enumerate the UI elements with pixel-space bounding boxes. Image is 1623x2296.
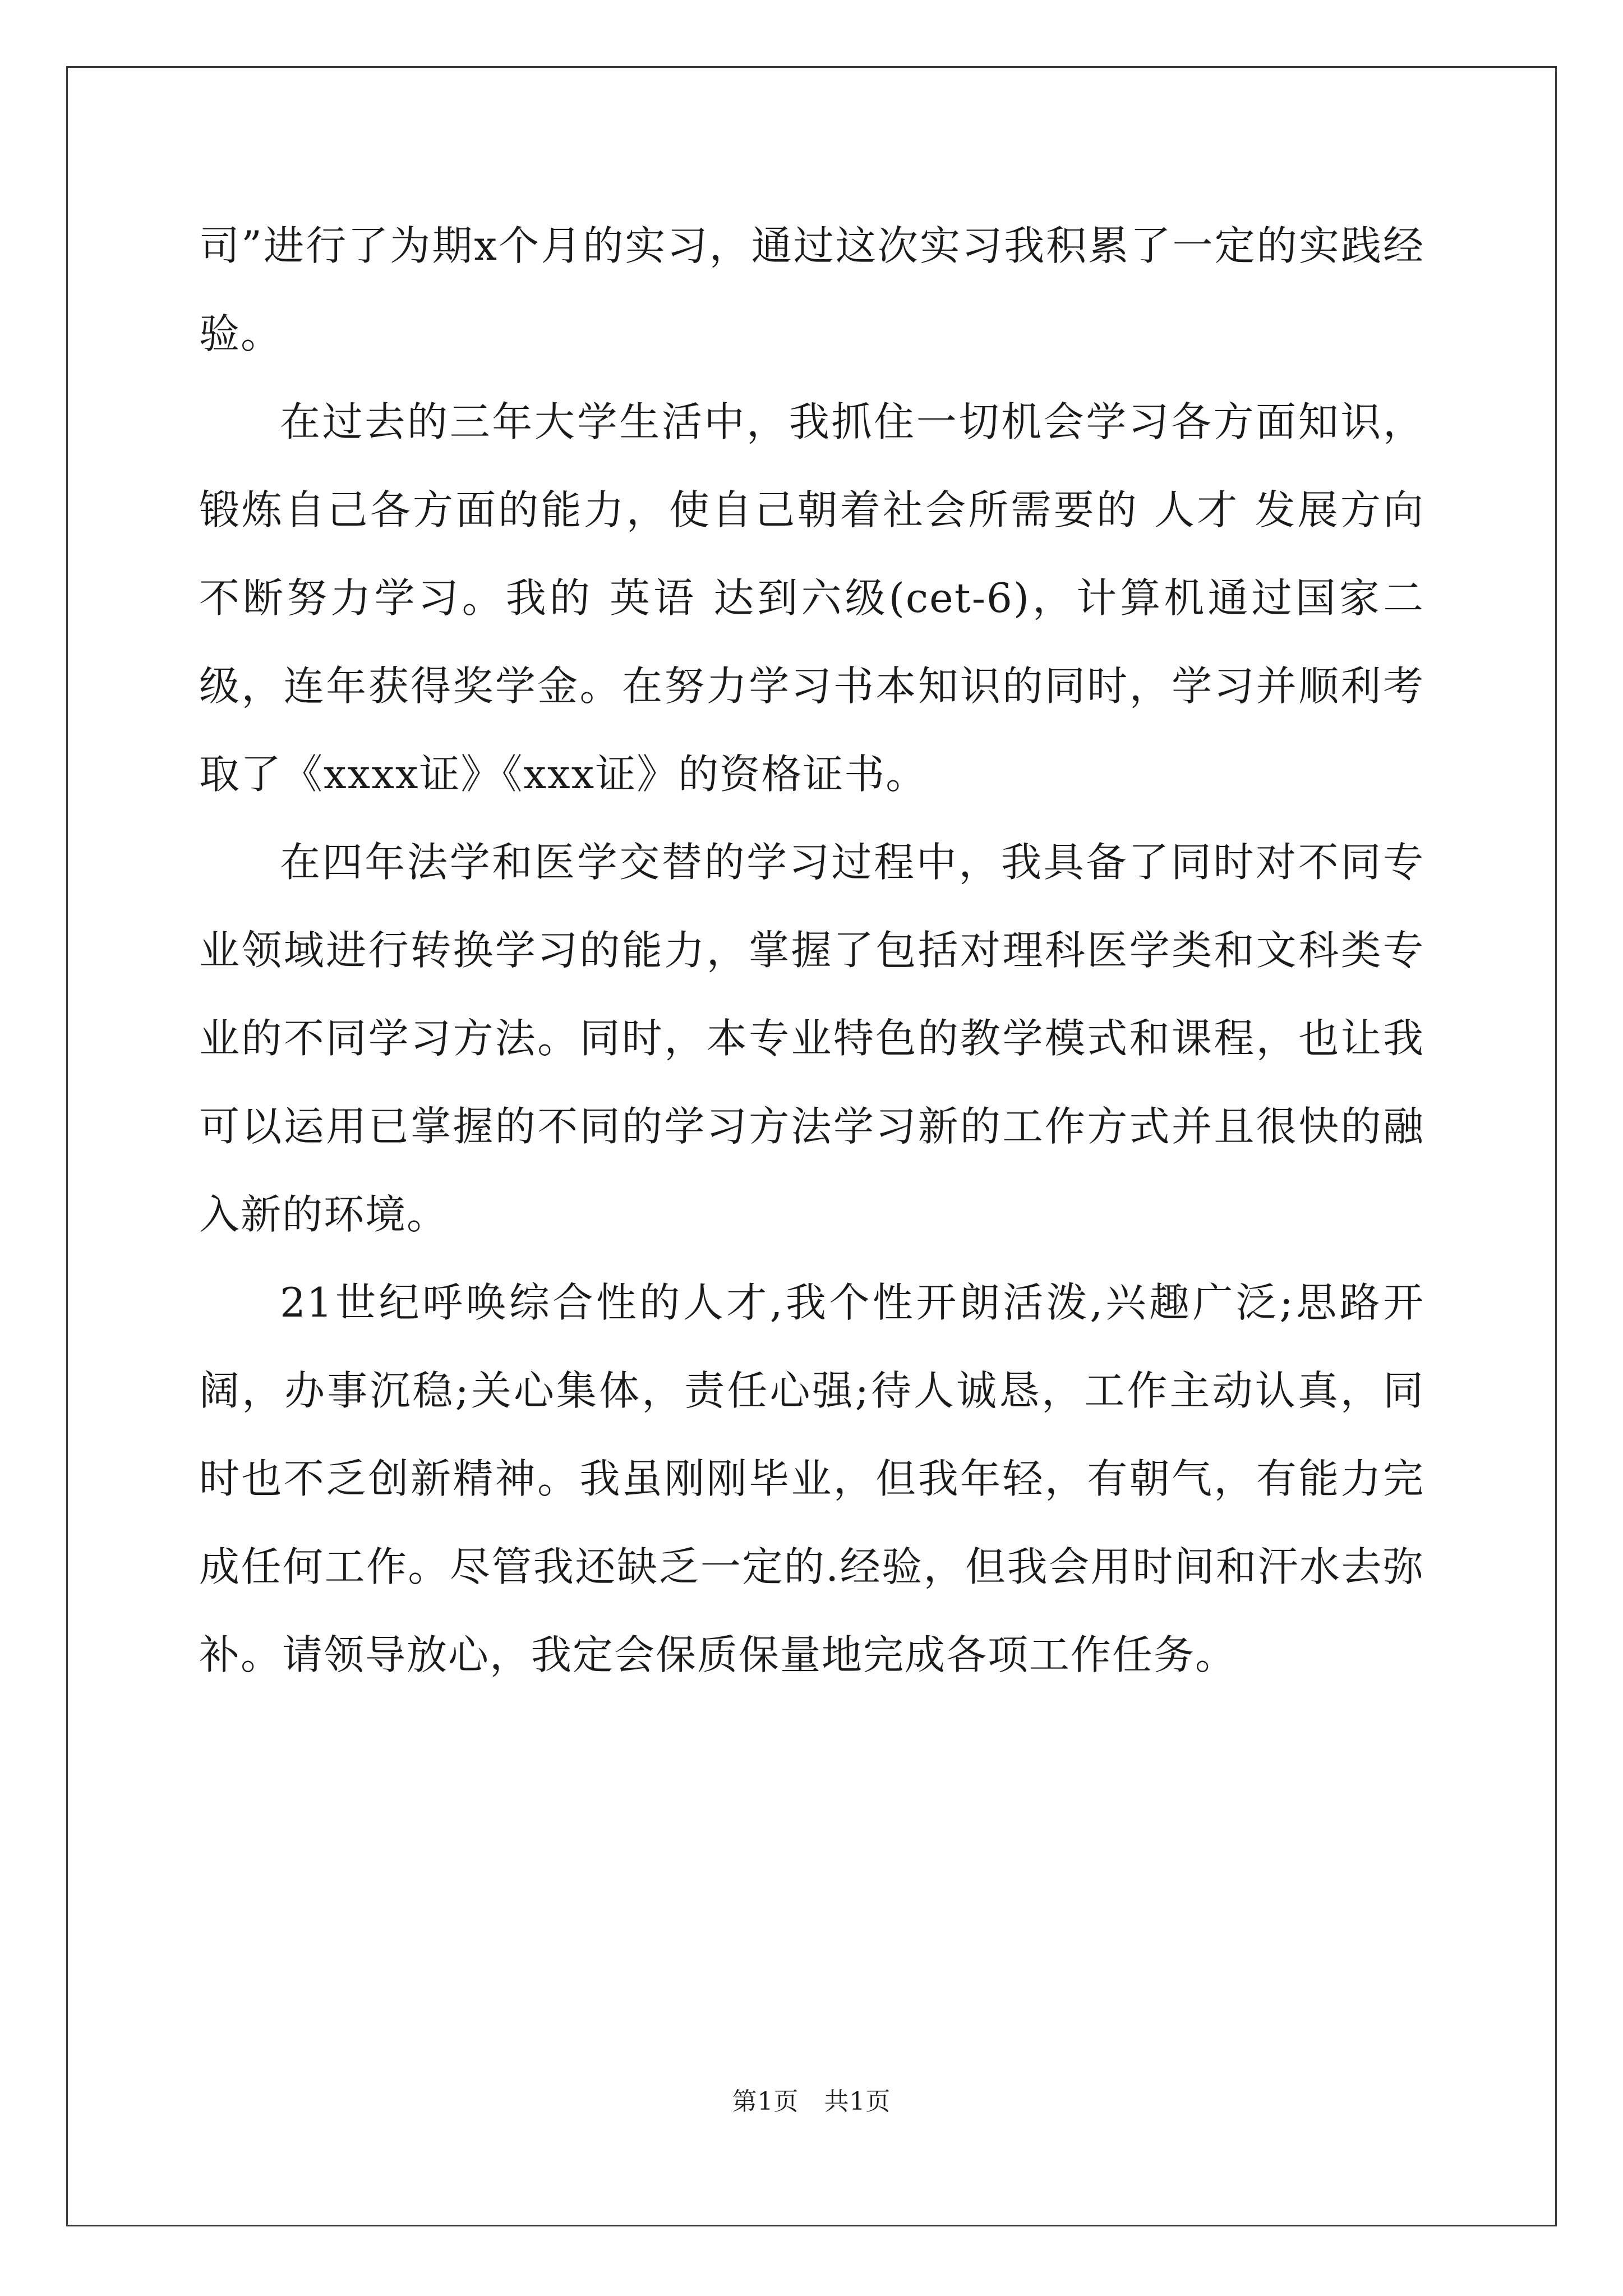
- paragraph-study-ability: 在四年法学和医学交替的学习过程中，我具备了同时对不同专业领域进行转换学习的能力，掌握了包括对理科医学类和文科类专业的不同学习方法。同时，本专业特色的教学模式和课程，也让我可以运用已掌握的不同的学习方法学习新的工作方式并且很快的融入新的环境。: [199, 839, 1424, 1238]
- page-number-footer: 第1页 共1页: [732, 2087, 891, 2116]
- paragraph-continuation: 司”进行了为期x个月的实习，通过这次实习我积累了一定的实践经验。: [199, 222, 1424, 357]
- paragraph-personality: 21世纪呼唤综合性的人才,我个性开朗活泼,兴趣广泛;思路开阔，办事沉稳;关心集体，责任心强;待人诚恳，工作主动认真，同时也不乏创新精神。我虽刚刚毕业，但我年轻，有朝气，有能力完成任何工作。尽管我还缺乏一定的.经验，但我会用时间和汗水去弥补。请领导放心，我定会保质保量地完成各项工作任务。: [199, 1279, 1424, 1678]
- paragraph-education: 在过去的三年大学生活中，我抓住一切机会学习各方面知识，锻炼自己各方面的能力，使自己朝着社会所需要的 人才 发展方向不断努力学习。我的 英语 达到六级(cet-6)，计算机通过国家二级，连年获得奖学金。在努力学习书本知识的同时，学习并顺利考取了《xxxx证》《xxx证》的资格证书。: [199, 398, 1424, 798]
- document-body: [199, 202, 1424, 1699]
